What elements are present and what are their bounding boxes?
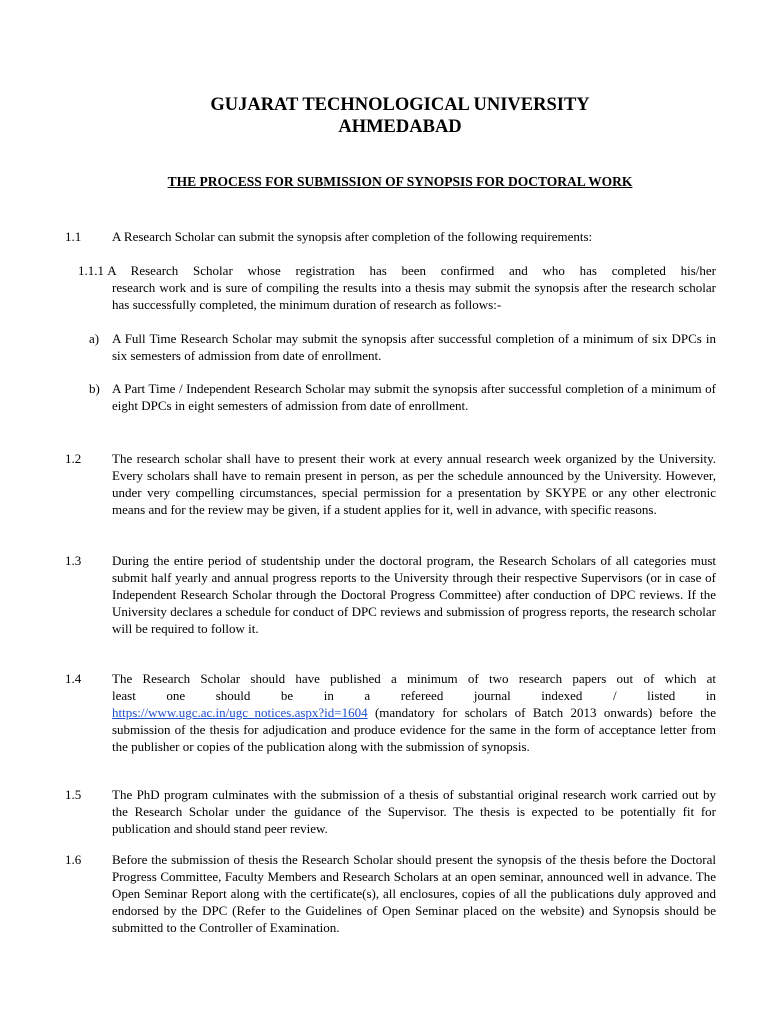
section-text-1-4: [112, 670, 716, 755]
city-title: AHMEDABAD: [338, 117, 462, 137]
item-letter-b: b): [89, 381, 100, 396]
section-text-1-1-1-rest: research work and is sure of compiling the results into a thesis may submit the synopsis after the research scholar has successfully completed, the minimum duration of research as follows:-: [112, 280, 716, 312]
item-letter-a: a): [89, 331, 100, 346]
page-heading: [0, 173, 770, 190]
word: least: [112, 688, 136, 703]
section-text-1-1: A Research Scholar can submit the synopsis after completion of the following requirements:: [112, 229, 593, 244]
section-number-1-2: 1.2: [65, 451, 82, 466]
section-number-1-1: 1.1: [65, 229, 82, 244]
section-text-1-2: The research scholar shall have to present their work at every annual research week organized by the University. Every scholars shall have to remain present in person, as per the schedule announced by the University. However, under very compelling circumstances, special permission for a presentation by SKYPE or any other electronic means and for the review may be given, if a student applies for it, well in advance, with specific reasons.: [112, 451, 716, 517]
ugc-notices-link[interactable]: https://www.ugc.ac.in/ugc_notices.aspx?id=1604: [112, 705, 368, 720]
section-1-4-rest: [112, 704, 716, 755]
word: in: [705, 688, 716, 703]
section-1-4-after-link: (mandatory for scholars of Batch 2013 onwards) before the submission of the thesis for adjudication and produce evidence for the same in the form of acceptance letter from the publisher or copies of the publication along with the submission of synopsis.: [112, 705, 716, 754]
word: indexed: [541, 688, 583, 703]
section-1-1-1-first-line: [78, 262, 716, 279]
section-number-1-4: 1.4: [65, 671, 82, 686]
section-number-1-6: 1.6: [65, 852, 82, 867]
section-text-1-6: Before the submission of thesis the Research Scholar should present the synopsis of the thesis before the Doctoral Progress Committee, Faculty Members and Research Scholars at an open seminar, announced well in advance. The Open Seminar Report along with the certificate(s), all enclosures, copies of all the publications duly approved and endorsed by the DPC (Refer to the Guidelines of Open Seminar placed on the website) and Synopsis should be submitted to the Controller of Examination.: [112, 852, 716, 935]
word: journal: [473, 688, 511, 703]
section-1-4-line-1: The Research Scholar should have published a minimum of two research papers out of which at: [112, 671, 716, 686]
word: be: [280, 688, 294, 703]
section-number-1-1-1: 1.1.1: [78, 263, 104, 278]
university-title: GUJARAT TECHNOLOGICAL UNIVERSITY: [210, 95, 590, 115]
section-text-1-3: During the entire period of studentship under the doctoral program, the Research Scholars of all categories must submit half yearly and annual progress reports to the University through their respective Supervisors (or in case of Independent Research Scholar through the Doctoral Progress Committee) after conduction of DPC reviews. If the University declares a schedule for conduct of DPC reviews and submission of progress reports, the research scholar will be required to follow it.: [112, 553, 716, 636]
word: in: [323, 688, 334, 703]
section-number-1-5: 1.5: [65, 787, 82, 802]
item-text-b: A Part Time / Independent Research Scholar may submit the synopsis after successful completion of a minimum of eight DPCs in eight semesters of admission from date of enrollment.: [112, 381, 716, 413]
word: /: [612, 688, 617, 703]
item-text-a: A Full Time Research Scholar may submit the synopsis after successful completion of a minimum of six DPCs in six semesters of admission from date of enrollment.: [112, 331, 716, 363]
word: should: [215, 688, 251, 703]
word: a: [364, 688, 371, 703]
word: listed: [647, 688, 676, 703]
page-heading-text: THE PROCESS FOR SUBMISSION OF SYNOPSIS FOR DOCTORAL WORK: [167, 174, 633, 189]
section-text-1-1-1-first: A Research Scholar whose registration has been confirmed and who has completed his/her: [107, 263, 716, 278]
word: one: [166, 688, 186, 703]
section-text-1-5: The PhD program culminates with the submission of a thesis of substantial original research work carried out by the Research Scholar under the guidance of the Supervisor. The thesis is expected to be potentially fit for publication and should stand peer review.: [112, 787, 716, 836]
section-1-1-1: [78, 262, 716, 279]
section-number-1-3: 1.3: [65, 553, 82, 568]
section-1-4-line-2: [112, 687, 716, 704]
word: refereed: [400, 688, 444, 703]
